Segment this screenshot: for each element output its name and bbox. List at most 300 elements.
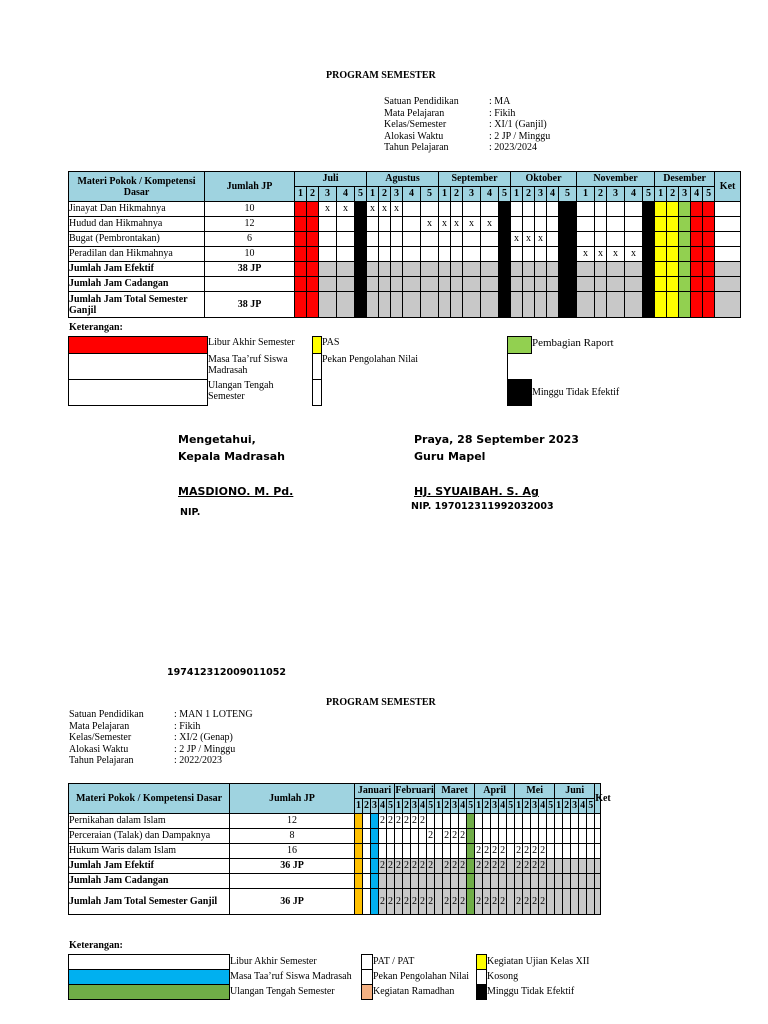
- week-cell: [531, 874, 539, 889]
- week-cell: [363, 844, 371, 859]
- week-cell: [555, 874, 563, 889]
- info-label: Mata Pelajaran: [384, 107, 445, 119]
- week-header: 5: [499, 187, 511, 202]
- keterangan-label: Keterangan:: [69, 322, 123, 333]
- week-header: 4: [419, 799, 427, 814]
- week-header: 1: [577, 187, 595, 202]
- week-cell: [451, 262, 463, 277]
- week-cell: [507, 889, 515, 915]
- week-cell: [547, 874, 555, 889]
- week-cell: 2: [403, 889, 411, 915]
- week-cell: [395, 829, 403, 844]
- week-cell: [421, 292, 439, 318]
- week-cell: [395, 874, 403, 889]
- week-cell: [547, 202, 559, 217]
- week-cell: [507, 829, 515, 844]
- week-cell: [403, 247, 421, 262]
- week-header: 4: [337, 187, 355, 202]
- week-cell: [523, 217, 535, 232]
- info-label: Alokasi Waktu: [384, 130, 444, 142]
- week-cell: [463, 232, 481, 247]
- week-cell: [371, 814, 379, 829]
- sign-nama-guru: HJ. SYUAIBAH. S. Ag: [414, 485, 539, 498]
- week-cell: [411, 874, 419, 889]
- week-cell: [355, 262, 367, 277]
- week-header: 4: [459, 799, 467, 814]
- legend-swatch-blank: [313, 380, 322, 406]
- week-cell: [355, 814, 363, 829]
- week-cell: [555, 829, 563, 844]
- week-cell: [337, 232, 355, 247]
- info-label: Satuan Pendidikan: [69, 709, 144, 720]
- week-cell: [667, 202, 679, 217]
- week-cell: x: [577, 247, 595, 262]
- week-cell: 2: [491, 889, 499, 915]
- week-cell: [355, 217, 367, 232]
- week-cell: x: [337, 202, 355, 217]
- week-cell: [625, 262, 643, 277]
- week-cell: [499, 247, 511, 262]
- week-cell: [319, 247, 337, 262]
- week-cell: x: [523, 232, 535, 247]
- week-header: 2: [379, 187, 391, 202]
- week-cell: [535, 247, 547, 262]
- week-cell: [563, 874, 571, 889]
- week-cell: [523, 202, 535, 217]
- week-cell: [363, 889, 371, 915]
- week-cell: [387, 829, 395, 844]
- page1-info: [384, 96, 550, 154]
- week-cell: [379, 829, 387, 844]
- week-cell: [559, 247, 577, 262]
- page1-title: PROGRAM SEMESTER: [326, 70, 436, 81]
- week-cell: [421, 202, 439, 217]
- legend2-libur: Libur Akhir Semester: [230, 956, 317, 967]
- row-ket: [595, 859, 601, 874]
- week-header: 1: [475, 799, 483, 814]
- week-header: 1: [395, 799, 403, 814]
- legend-libur: Libur Akhir Semester: [208, 336, 295, 348]
- week-cell: [439, 247, 451, 262]
- week-cell: [563, 814, 571, 829]
- week-cell: [481, 292, 499, 318]
- info-value: : 2 JP / Minggu: [489, 130, 551, 142]
- week-header: 2: [523, 799, 531, 814]
- info-value: : 2022/2023: [174, 755, 223, 766]
- week-cell: 2: [395, 859, 403, 874]
- week-cell: [547, 217, 559, 232]
- week-cell: [511, 217, 523, 232]
- week-cell: [307, 217, 319, 232]
- week-cell: [559, 232, 577, 247]
- legend-minggu: Minggu Tidak Efektif: [532, 386, 620, 398]
- week-cell: [391, 217, 403, 232]
- row-ket: [595, 889, 601, 915]
- week-cell: 2: [387, 889, 395, 915]
- legend2-swatch-libur: [69, 955, 230, 970]
- week-cell: x: [463, 217, 481, 232]
- legend2-swatch-pat: [362, 955, 373, 970]
- week-header: 4: [379, 799, 387, 814]
- legend2-ramadhan: Kegiatan Ramadhan: [373, 986, 455, 997]
- week-cell: [467, 844, 475, 859]
- row-jp: [230, 874, 355, 889]
- week-cell: [507, 814, 515, 829]
- week-cell: [379, 247, 391, 262]
- week-cell: [491, 874, 499, 889]
- col-header-jumlah: Jumlah JP: [205, 172, 295, 202]
- week-cell: [515, 874, 523, 889]
- week-cell: [403, 292, 421, 318]
- row-jp: [205, 277, 295, 292]
- week-cell: [475, 829, 483, 844]
- week-cell: [691, 202, 703, 217]
- week-cell: [419, 874, 427, 889]
- info-value: : Fikih: [174, 720, 201, 732]
- week-cell: x: [481, 217, 499, 232]
- week-cell: [643, 277, 655, 292]
- week-cell: 2: [419, 889, 427, 915]
- week-cell: [559, 262, 577, 277]
- legend2-uts: Ulangan Tengah Semester: [230, 986, 335, 997]
- week-cell: [595, 217, 607, 232]
- week-cell: [577, 292, 595, 318]
- week-cell: [703, 247, 715, 262]
- week-cell: [571, 874, 579, 889]
- week-cell: 2: [419, 859, 427, 874]
- week-cell: [507, 874, 515, 889]
- week-cell: [535, 202, 547, 217]
- week-cell: [411, 844, 419, 859]
- week-cell: x: [319, 202, 337, 217]
- week-header: 5: [421, 187, 439, 202]
- week-cell: [419, 844, 427, 859]
- week-cell: [577, 202, 595, 217]
- row-jp: 38 JP: [205, 262, 295, 277]
- week-cell: [563, 889, 571, 915]
- week-cell: 2: [499, 859, 507, 874]
- week-header: 4: [547, 187, 559, 202]
- week-cell: [435, 814, 443, 829]
- row-name: Bugat (Pembrontakan): [69, 232, 205, 247]
- week-cell: [387, 874, 395, 889]
- col-header-ket: Ket: [595, 784, 601, 814]
- week-cell: 2: [379, 889, 387, 915]
- week-cell: [435, 844, 443, 859]
- week-cell: [463, 247, 481, 262]
- week-cell: 2: [395, 889, 403, 915]
- row-jp: 10: [205, 202, 295, 217]
- week-cell: [555, 844, 563, 859]
- week-cell: [467, 829, 475, 844]
- week-cell: [523, 247, 535, 262]
- week-cell: [667, 292, 679, 318]
- week-cell: [363, 859, 371, 874]
- week-cell: [703, 292, 715, 318]
- week-cell: [483, 829, 491, 844]
- week-cell: [435, 874, 443, 889]
- week-cell: [307, 202, 319, 217]
- week-cell: [379, 217, 391, 232]
- week-cell: [535, 277, 547, 292]
- week-cell: [691, 217, 703, 232]
- week-header: 5: [547, 799, 555, 814]
- week-cell: [443, 874, 451, 889]
- week-cell: [547, 292, 559, 318]
- week-cell: [579, 844, 587, 859]
- week-cell: [499, 814, 507, 829]
- week-cell: [539, 829, 547, 844]
- week-cell: 2: [499, 844, 507, 859]
- week-cell: [547, 232, 559, 247]
- info-value: : 2023/2024: [489, 142, 538, 153]
- week-cell: [625, 217, 643, 232]
- week-cell: [563, 844, 571, 859]
- week-cell: [511, 247, 523, 262]
- week-cell: 2: [451, 889, 459, 915]
- week-cell: [379, 844, 387, 859]
- week-cell: [459, 844, 467, 859]
- week-cell: x: [643, 247, 655, 262]
- week-cell: [403, 874, 411, 889]
- week-cell: [655, 217, 667, 232]
- week-header: 5: [703, 187, 715, 202]
- info-value: : XI/2 (Genap): [174, 732, 233, 743]
- week-cell: 2: [491, 859, 499, 874]
- week-cell: [559, 292, 577, 318]
- week-cell: x: [595, 247, 607, 262]
- week-cell: [355, 874, 363, 889]
- nip-number: 197412312009011052: [167, 667, 286, 678]
- week-cell: [555, 814, 563, 829]
- week-cell: [451, 292, 463, 318]
- legend-swatch-libur: [69, 337, 208, 354]
- row-name: Jumlah Jam Efektif: [69, 262, 205, 277]
- month-header: Maret: [435, 784, 475, 799]
- info-label: Tahun Pelajaran: [69, 755, 134, 766]
- week-cell: [403, 202, 421, 217]
- week-cell: [379, 292, 391, 318]
- week-cell: [559, 217, 577, 232]
- week-cell: [379, 232, 391, 247]
- week-cell: 2: [387, 814, 395, 829]
- week-cell: [391, 247, 403, 262]
- week-cell: [691, 292, 703, 318]
- week-header: 1: [655, 187, 667, 202]
- week-cell: [511, 202, 523, 217]
- week-cell: 2: [459, 889, 467, 915]
- week-cell: 2: [427, 829, 435, 844]
- sign-nip-guru: NIP. 197012311992032003: [411, 501, 554, 512]
- legend-swatch-mos: [69, 354, 208, 380]
- row-name: Hukum Waris dalam Islam: [69, 844, 230, 859]
- week-header: 1: [555, 799, 563, 814]
- week-header: 3: [463, 187, 481, 202]
- month-header: Februari: [395, 784, 435, 799]
- week-cell: x: [421, 217, 439, 232]
- info-value: : 2 JP / Minggu: [174, 743, 236, 755]
- week-cell: [667, 247, 679, 262]
- week-cell: [491, 814, 499, 829]
- semester-table-2: [68, 783, 611, 915]
- month-header: Januari: [355, 784, 395, 799]
- week-cell: [579, 874, 587, 889]
- week-cell: 2: [539, 859, 547, 874]
- week-cell: [679, 202, 691, 217]
- week-cell: [367, 262, 379, 277]
- week-cell: [571, 814, 579, 829]
- week-cell: [307, 292, 319, 318]
- week-cell: [587, 829, 595, 844]
- legend-table-1: [68, 336, 701, 406]
- week-cell: [295, 277, 307, 292]
- week-cell: [295, 217, 307, 232]
- row-name: Hudud dan Hikmahnya: [69, 217, 205, 232]
- week-cell: [451, 232, 463, 247]
- week-cell: 2: [539, 889, 547, 915]
- week-cell: [367, 217, 379, 232]
- week-cell: 2: [451, 829, 459, 844]
- week-cell: [421, 277, 439, 292]
- week-header: 2: [563, 799, 571, 814]
- legend2-swatch-ramadhan: [362, 985, 373, 1000]
- legend-uts: Ulangan Tengah Semester: [208, 379, 274, 402]
- week-cell: 2: [403, 814, 411, 829]
- week-cell: [435, 859, 443, 874]
- week-cell: [467, 889, 475, 915]
- week-cell: 2: [531, 889, 539, 915]
- week-cell: [367, 292, 379, 318]
- week-cell: [679, 262, 691, 277]
- week-cell: [391, 232, 403, 247]
- week-cell: 2: [443, 859, 451, 874]
- week-cell: 2: [475, 889, 483, 915]
- week-cell: [667, 232, 679, 247]
- month-header: November: [577, 172, 655, 187]
- week-header: 3: [451, 799, 459, 814]
- week-cell: 2: [411, 859, 419, 874]
- week-cell: [607, 202, 625, 217]
- week-cell: [371, 874, 379, 889]
- week-cell: 2: [387, 859, 395, 874]
- week-cell: [523, 292, 535, 318]
- week-cell: [355, 277, 367, 292]
- week-cell: [295, 292, 307, 318]
- week-cell: [703, 202, 715, 217]
- week-cell: 2: [459, 829, 467, 844]
- week-header: 2: [363, 799, 371, 814]
- row-ket: [595, 814, 601, 829]
- week-cell: [539, 814, 547, 829]
- week-cell: [679, 277, 691, 292]
- week-cell: [499, 202, 511, 217]
- week-cell: [691, 277, 703, 292]
- legend-swatch-uts: [69, 380, 208, 406]
- week-header: 4: [403, 187, 421, 202]
- week-cell: [435, 829, 443, 844]
- week-cell: 2: [539, 844, 547, 859]
- week-cell: 2: [379, 859, 387, 874]
- week-cell: [625, 277, 643, 292]
- week-cell: [515, 814, 523, 829]
- week-cell: 2: [427, 859, 435, 874]
- row-name: Jumlah Jam Total Semester Ganjil: [69, 292, 205, 318]
- week-header: 3: [371, 799, 379, 814]
- week-cell: 2: [523, 859, 531, 874]
- week-cell: [511, 262, 523, 277]
- week-cell: [703, 217, 715, 232]
- week-cell: [427, 814, 435, 829]
- week-cell: [587, 859, 595, 874]
- week-cell: [451, 247, 463, 262]
- week-cell: [577, 232, 595, 247]
- week-cell: [463, 262, 481, 277]
- week-cell: [547, 844, 555, 859]
- week-cell: [403, 232, 421, 247]
- week-cell: [421, 232, 439, 247]
- sign-kepala: Kepala Madrasah: [178, 450, 286, 463]
- week-cell: [523, 262, 535, 277]
- row-name: Jumlah Jam Cadangan: [69, 874, 230, 889]
- week-cell: [355, 844, 363, 859]
- week-cell: [481, 232, 499, 247]
- week-cell: [439, 232, 451, 247]
- week-cell: [523, 814, 531, 829]
- week-cell: [443, 814, 451, 829]
- row-jp: 36 JP: [230, 889, 355, 915]
- week-cell: [395, 844, 403, 859]
- week-cell: x: [499, 217, 511, 232]
- week-cell: [579, 889, 587, 915]
- keterangan-label-2: Keterangan:: [69, 940, 123, 951]
- week-header: 3: [319, 187, 337, 202]
- week-cell: [411, 829, 419, 844]
- week-cell: [475, 814, 483, 829]
- week-cell: [511, 292, 523, 318]
- week-cell: [387, 844, 395, 859]
- week-cell: [451, 844, 459, 859]
- week-header: 2: [523, 187, 535, 202]
- week-cell: [371, 844, 379, 859]
- week-cell: [491, 829, 499, 844]
- legend2-ujian: Kegiatan Ujian Kelas XII: [487, 956, 590, 967]
- info-label: Kelas/Semester: [384, 119, 447, 130]
- week-cell: [547, 889, 555, 915]
- week-cell: [371, 859, 379, 874]
- week-cell: [295, 202, 307, 217]
- info-label: Kelas/Semester: [69, 732, 132, 743]
- week-cell: [607, 262, 625, 277]
- week-cell: [355, 202, 367, 217]
- week-cell: [595, 202, 607, 217]
- week-cell: [355, 232, 367, 247]
- week-cell: [319, 277, 337, 292]
- week-cell: x: [511, 232, 523, 247]
- sign-mengetahui: Mengetahui,: [178, 433, 256, 446]
- week-cell: [499, 232, 511, 247]
- week-cell: x: [451, 217, 463, 232]
- week-cell: [643, 292, 655, 318]
- week-cell: [547, 859, 555, 874]
- legend2-swatch-kosong: [477, 970, 487, 985]
- week-cell: [379, 277, 391, 292]
- week-cell: [655, 262, 667, 277]
- week-cell: [337, 247, 355, 262]
- week-cell: [523, 874, 531, 889]
- month-header: Oktober: [511, 172, 577, 187]
- week-header: 2: [403, 799, 411, 814]
- week-cell: [679, 232, 691, 247]
